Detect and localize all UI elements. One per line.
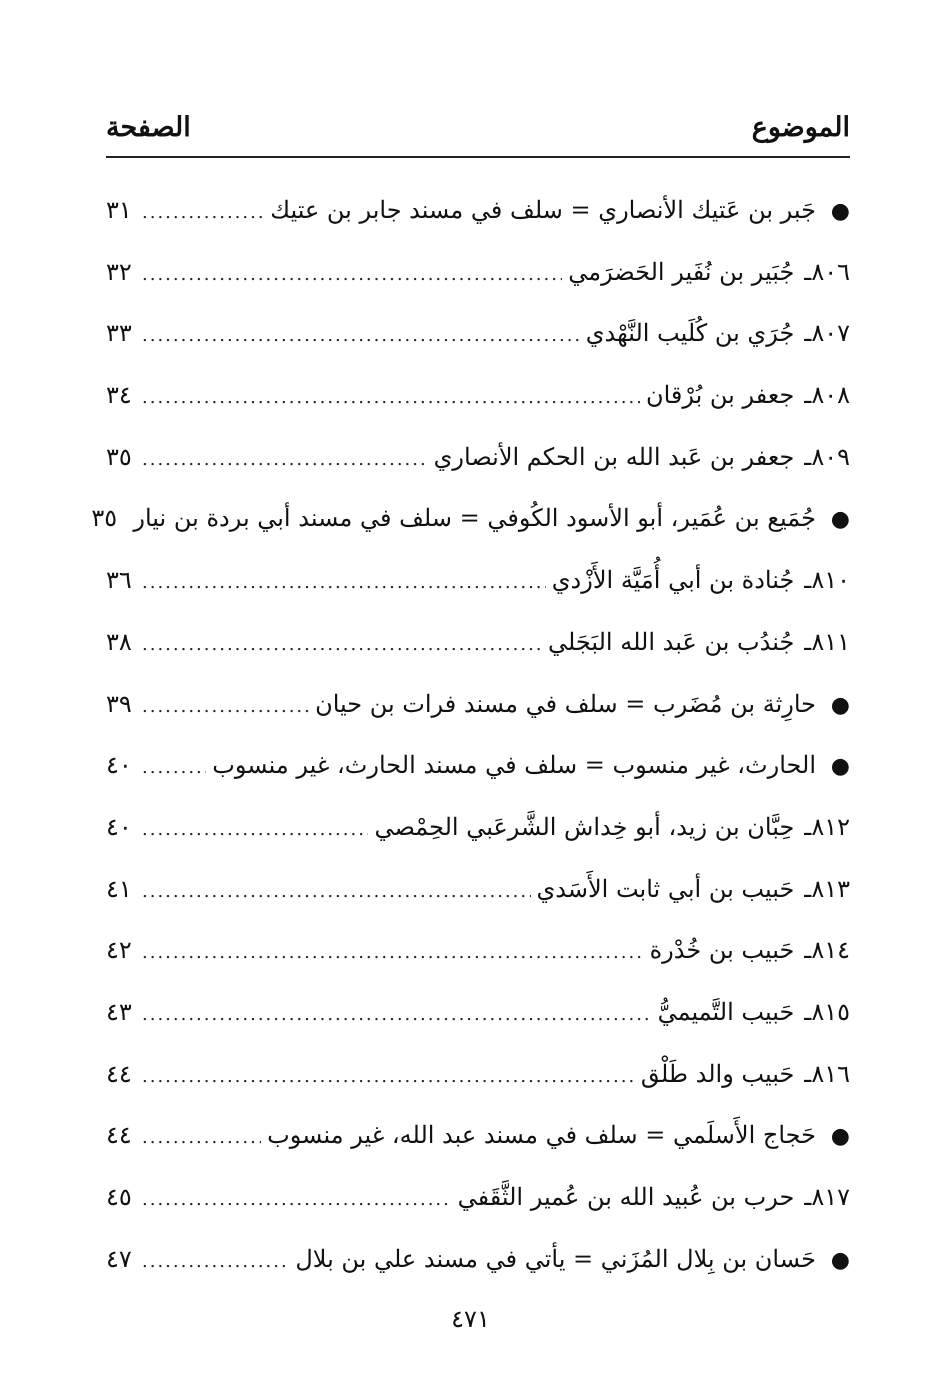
entry-title: حِبَّان بن زيد، أبو خِداش الشَّرعَبي الحِمْصي: [374, 812, 795, 841]
entry-page-number: ٣٩: [106, 689, 132, 718]
index-entry: [106, 1115, 850, 1177]
entry-marker: ٨٠٨ـ: [804, 381, 850, 410]
index-entry: [106, 745, 850, 807]
entry-marker: ●: [830, 692, 850, 718]
entry-marker: ٨١٠ـ: [804, 566, 850, 595]
dot-leader: [142, 1242, 289, 1282]
entry-marker: ٨١٢ـ: [804, 812, 850, 841]
dot-leader: [142, 933, 644, 973]
entry-marker: ٨١٤ـ: [804, 936, 850, 965]
entry-page-number: ٣٤: [106, 381, 132, 410]
entry-marker: ٨٠٧ـ: [804, 319, 850, 348]
entry-title: حَجاج الأَسلَمي = سلف في مسند عبد الله، غير منسوب: [267, 1121, 816, 1150]
entry-marker: ٨٠٦ـ: [804, 257, 850, 286]
entry-marker: ٨١٥ـ: [804, 997, 850, 1026]
index-entry: [106, 1054, 850, 1116]
entry-title: حَبيب بن أبي ثابت الأَسَدي: [536, 874, 795, 903]
dot-leader: [142, 316, 580, 356]
entry-page-number: ٤٣: [106, 997, 132, 1026]
entry-title: جعفر بن عَبد الله بن الحكم الأنصاري: [433, 442, 795, 471]
dot-leader: [142, 563, 546, 603]
entry-marker: ●: [830, 1124, 850, 1150]
entry-marker: ●: [830, 507, 850, 533]
index-entry: [106, 437, 850, 499]
entry-marker: ٨١٧ـ: [804, 1183, 850, 1211]
index-entry: [106, 869, 850, 931]
dot-leader: [142, 748, 206, 788]
dot-leader: [142, 193, 264, 233]
entry-marker: ٨١٣ـ: [804, 874, 850, 903]
entry-title: جُمَيع بن عُمَير، أبو الأسود الكُوفي = سلف في مسند أبي بردة بن نيار: [133, 504, 816, 533]
dot-leader: [142, 687, 309, 727]
dot-leader: [142, 872, 531, 912]
entry-title: الحارث، غير منسوب = سلف في مسند الحارث، غير منسوب: [212, 751, 816, 780]
index-entry: [106, 1239, 850, 1301]
index-entry: [106, 930, 850, 992]
entry-marker: ٨١٦ـ: [804, 1059, 850, 1088]
entry-title: جُبَير بن نُفَير الحَضرَمي: [568, 257, 795, 286]
entry-marker: ٨٠٩ـ: [804, 442, 850, 471]
dot-leader: [142, 810, 368, 850]
entry-page-number: ٣٥: [106, 442, 132, 471]
entry-title: جُندُب بن عَبد الله البَجَلي: [547, 627, 795, 656]
dot-leader: [142, 995, 652, 1035]
entry-page-number: ٤٤: [106, 1059, 132, 1088]
dot-leader: [142, 1057, 635, 1097]
index-entry: [106, 252, 850, 314]
entry-page-number: ٣٦: [106, 566, 132, 595]
entry-page-number: ٣١: [106, 196, 132, 224]
index-entry: [106, 622, 850, 684]
index-header: [106, 108, 850, 152]
entry-title: جَبر بن عَتيك الأنصاري = سلف في مسند جابر بن عتيك: [270, 196, 816, 224]
dot-leader: [142, 255, 562, 295]
entry-page-number: ٤٤: [106, 1121, 132, 1150]
entry-marker: ٨١١ـ: [804, 627, 850, 656]
index-entry: [106, 807, 850, 869]
entry-marker: ●: [830, 754, 850, 780]
dot-leader: [142, 378, 640, 418]
entry-title: جُنادة بن أبي أُمَيَّة الأَزْدي: [551, 566, 795, 595]
index-entry: [106, 560, 850, 622]
dot-leader: [142, 625, 542, 665]
dot-leader: [142, 440, 428, 480]
entry-page-number: ٤٧: [106, 1244, 132, 1273]
index-entry: [91, 498, 850, 560]
entry-page-number: ٤٢: [106, 936, 132, 965]
entry-title: جعفر بن بُرْقان: [645, 381, 795, 410]
entry-title: حَبيب التَّميميُّ: [657, 997, 795, 1026]
index-entry: [106, 684, 850, 746]
index-entries: [91, 190, 850, 1300]
index-entry: [106, 1177, 850, 1239]
dot-leader: [142, 1180, 452, 1220]
entry-title: جُرَي بن كُلَيب النَّهْدي: [585, 319, 795, 348]
entry-page-number: ٣٨: [106, 627, 132, 656]
entry-page-number: ٣٢: [106, 257, 132, 286]
entry-page-number: ٣٥: [91, 504, 118, 533]
entry-page-number: ٤٥: [106, 1183, 132, 1211]
entry-marker: ●: [830, 1247, 850, 1273]
entry-marker: ●: [830, 199, 850, 224]
dot-leader: [142, 1118, 261, 1158]
page-number: ٤٧١: [451, 1305, 490, 1333]
entry-title: حرب بن عُبيد الله بن عُمير الثَّقَفي: [457, 1183, 795, 1211]
entry-page-number: ٤١: [106, 874, 132, 903]
index-entry: [106, 313, 850, 375]
index-entry: [106, 375, 850, 437]
page-column-label: الصفحة: [106, 112, 191, 143]
topic-column-label: الموضوع: [751, 112, 850, 143]
index-entry: [106, 190, 850, 252]
entry-title: حَبيب بن خُدْرة: [649, 936, 795, 965]
entry-page-number: ٤٠: [106, 751, 132, 780]
entry-title: حَسان بن بِلال المُزَني = يأتي في مسند علي بن بلال: [295, 1244, 816, 1273]
entry-title: حارِثة بن مُضَرب = سلف في مسند فرات بن حيان: [315, 689, 816, 718]
header-divider: [106, 156, 850, 158]
entry-page-number: ٣٣: [106, 319, 132, 348]
entry-page-number: ٤٠: [106, 812, 132, 841]
entry-title: حَبيب والد طَلْق: [640, 1059, 795, 1088]
index-entry: [106, 992, 850, 1054]
